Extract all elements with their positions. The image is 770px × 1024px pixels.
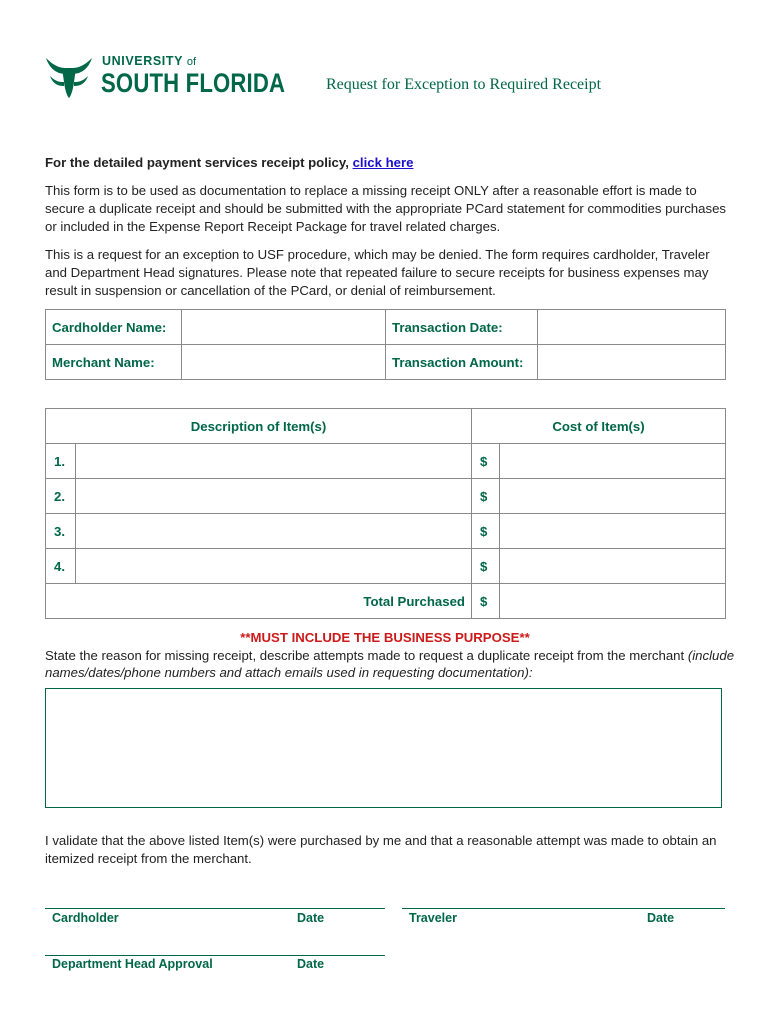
item-description-field[interactable] — [76, 479, 472, 514]
item-cost-field[interactable] — [500, 514, 726, 549]
transaction-amount-field[interactable] — [538, 345, 726, 380]
transaction-amount-label: Transaction Amount: — [386, 345, 538, 380]
table-row — [46, 444, 726, 479]
item-number: 2. — [46, 479, 76, 514]
currency-symbol: $ — [472, 444, 500, 479]
table-row — [46, 479, 726, 514]
transaction-date-label: Transaction Date: — [386, 310, 538, 345]
instructions-paragraph-2: This is a request for an exception to USF procedure, which may be denied. The form requires cardholder, Traveler and Department Head signatures. Please note that repeated failure to secure receipts for business expenses may result in suspension or cancellation of the PCard, or denial of reimbursement. — [45, 247, 710, 298]
item-cost-field[interactable] — [500, 444, 726, 479]
item-description-field[interactable] — [76, 444, 472, 479]
cardholder-label: Cardholder — [52, 911, 119, 925]
currency-symbol: $ — [472, 514, 500, 549]
bull-horns-icon — [44, 52, 94, 100]
merchant-name-label: Merchant Name: — [46, 345, 182, 380]
policy-link[interactable]: click here — [352, 155, 414, 170]
traveler-date-label: Date — [647, 911, 675, 925]
description-header: Description of Item(s) — [46, 409, 472, 444]
traveler-label: Traveler — [409, 911, 457, 925]
validation-statement: I validate that the above listed Item(s) were purchased by me and that a reasonable attempt was made to obtain an itemized receipt from the merchant. — [45, 833, 717, 866]
logo-south-florida-text: SOUTH FLORIDA — [101, 68, 286, 98]
currency-symbol: $ — [472, 479, 500, 514]
item-number: 4. — [46, 549, 76, 584]
form-title: Request for Exception to Required Receipt — [326, 76, 602, 93]
dept-head-date-label: Date — [297, 957, 325, 971]
item-cost-field[interactable] — [500, 479, 726, 514]
traveler-signature-line[interactable] — [402, 908, 725, 909]
reason-instruction-italic: (include names/dates/phone numbers and attach emails used in requesting documentation): — [45, 648, 735, 680]
logo-university-text: UNIVERSITY of — [102, 54, 197, 68]
cost-header: Cost of Item(s) — [472, 409, 726, 444]
dept-head-signature-line[interactable] — [45, 955, 385, 956]
reason-instruction — [45, 647, 735, 681]
cardholder-name-field[interactable] — [182, 310, 386, 345]
item-number: 1. — [46, 444, 76, 479]
policy-line — [45, 154, 735, 172]
cardholder-date-label: Date — [297, 911, 325, 925]
usf-logo — [44, 50, 284, 106]
merchant-name-field[interactable] — [182, 345, 386, 380]
item-cost-field[interactable] — [500, 549, 726, 584]
total-purchased-field[interactable] — [500, 584, 726, 619]
cardholder-signature-line[interactable] — [45, 908, 385, 909]
instructions-paragraph-1: This form is to be used as documentation to replace a missing receipt ONLY after a reasonable effort is made to secure a duplicate receipt and should be submitted with the appropriate PCard statement for commodities purchases or included in the Expense Report Receipt Package for travel related charges. — [45, 183, 726, 234]
dept-head-label: Department Head Approval — [52, 957, 213, 971]
reason-instruction-text: State the reason for missing receipt, describe attempts made to request a duplicate receipt from the merchant — [45, 648, 688, 663]
total-currency-symbol: $ — [472, 584, 500, 619]
total-purchased-label: Total Purchased — [46, 584, 472, 619]
currency-symbol: $ — [472, 549, 500, 584]
business-purpose-notice: **MUST INCLUDE THE BUSINESS PURPOSE** — [240, 630, 530, 645]
transaction-date-field[interactable] — [538, 310, 726, 345]
policy-lead-text: For the detailed payment services receipt policy, — [45, 155, 353, 170]
table-row — [46, 549, 726, 584]
item-description-field[interactable] — [76, 549, 472, 584]
table-row — [46, 514, 726, 549]
item-number: 3. — [46, 514, 76, 549]
total-row — [46, 584, 726, 619]
reason-textbox[interactable] — [45, 688, 722, 808]
items-table — [45, 408, 726, 619]
cardholder-info-table — [45, 309, 726, 380]
item-description-field[interactable] — [76, 514, 472, 549]
cardholder-name-label: Cardholder Name: — [46, 310, 182, 345]
